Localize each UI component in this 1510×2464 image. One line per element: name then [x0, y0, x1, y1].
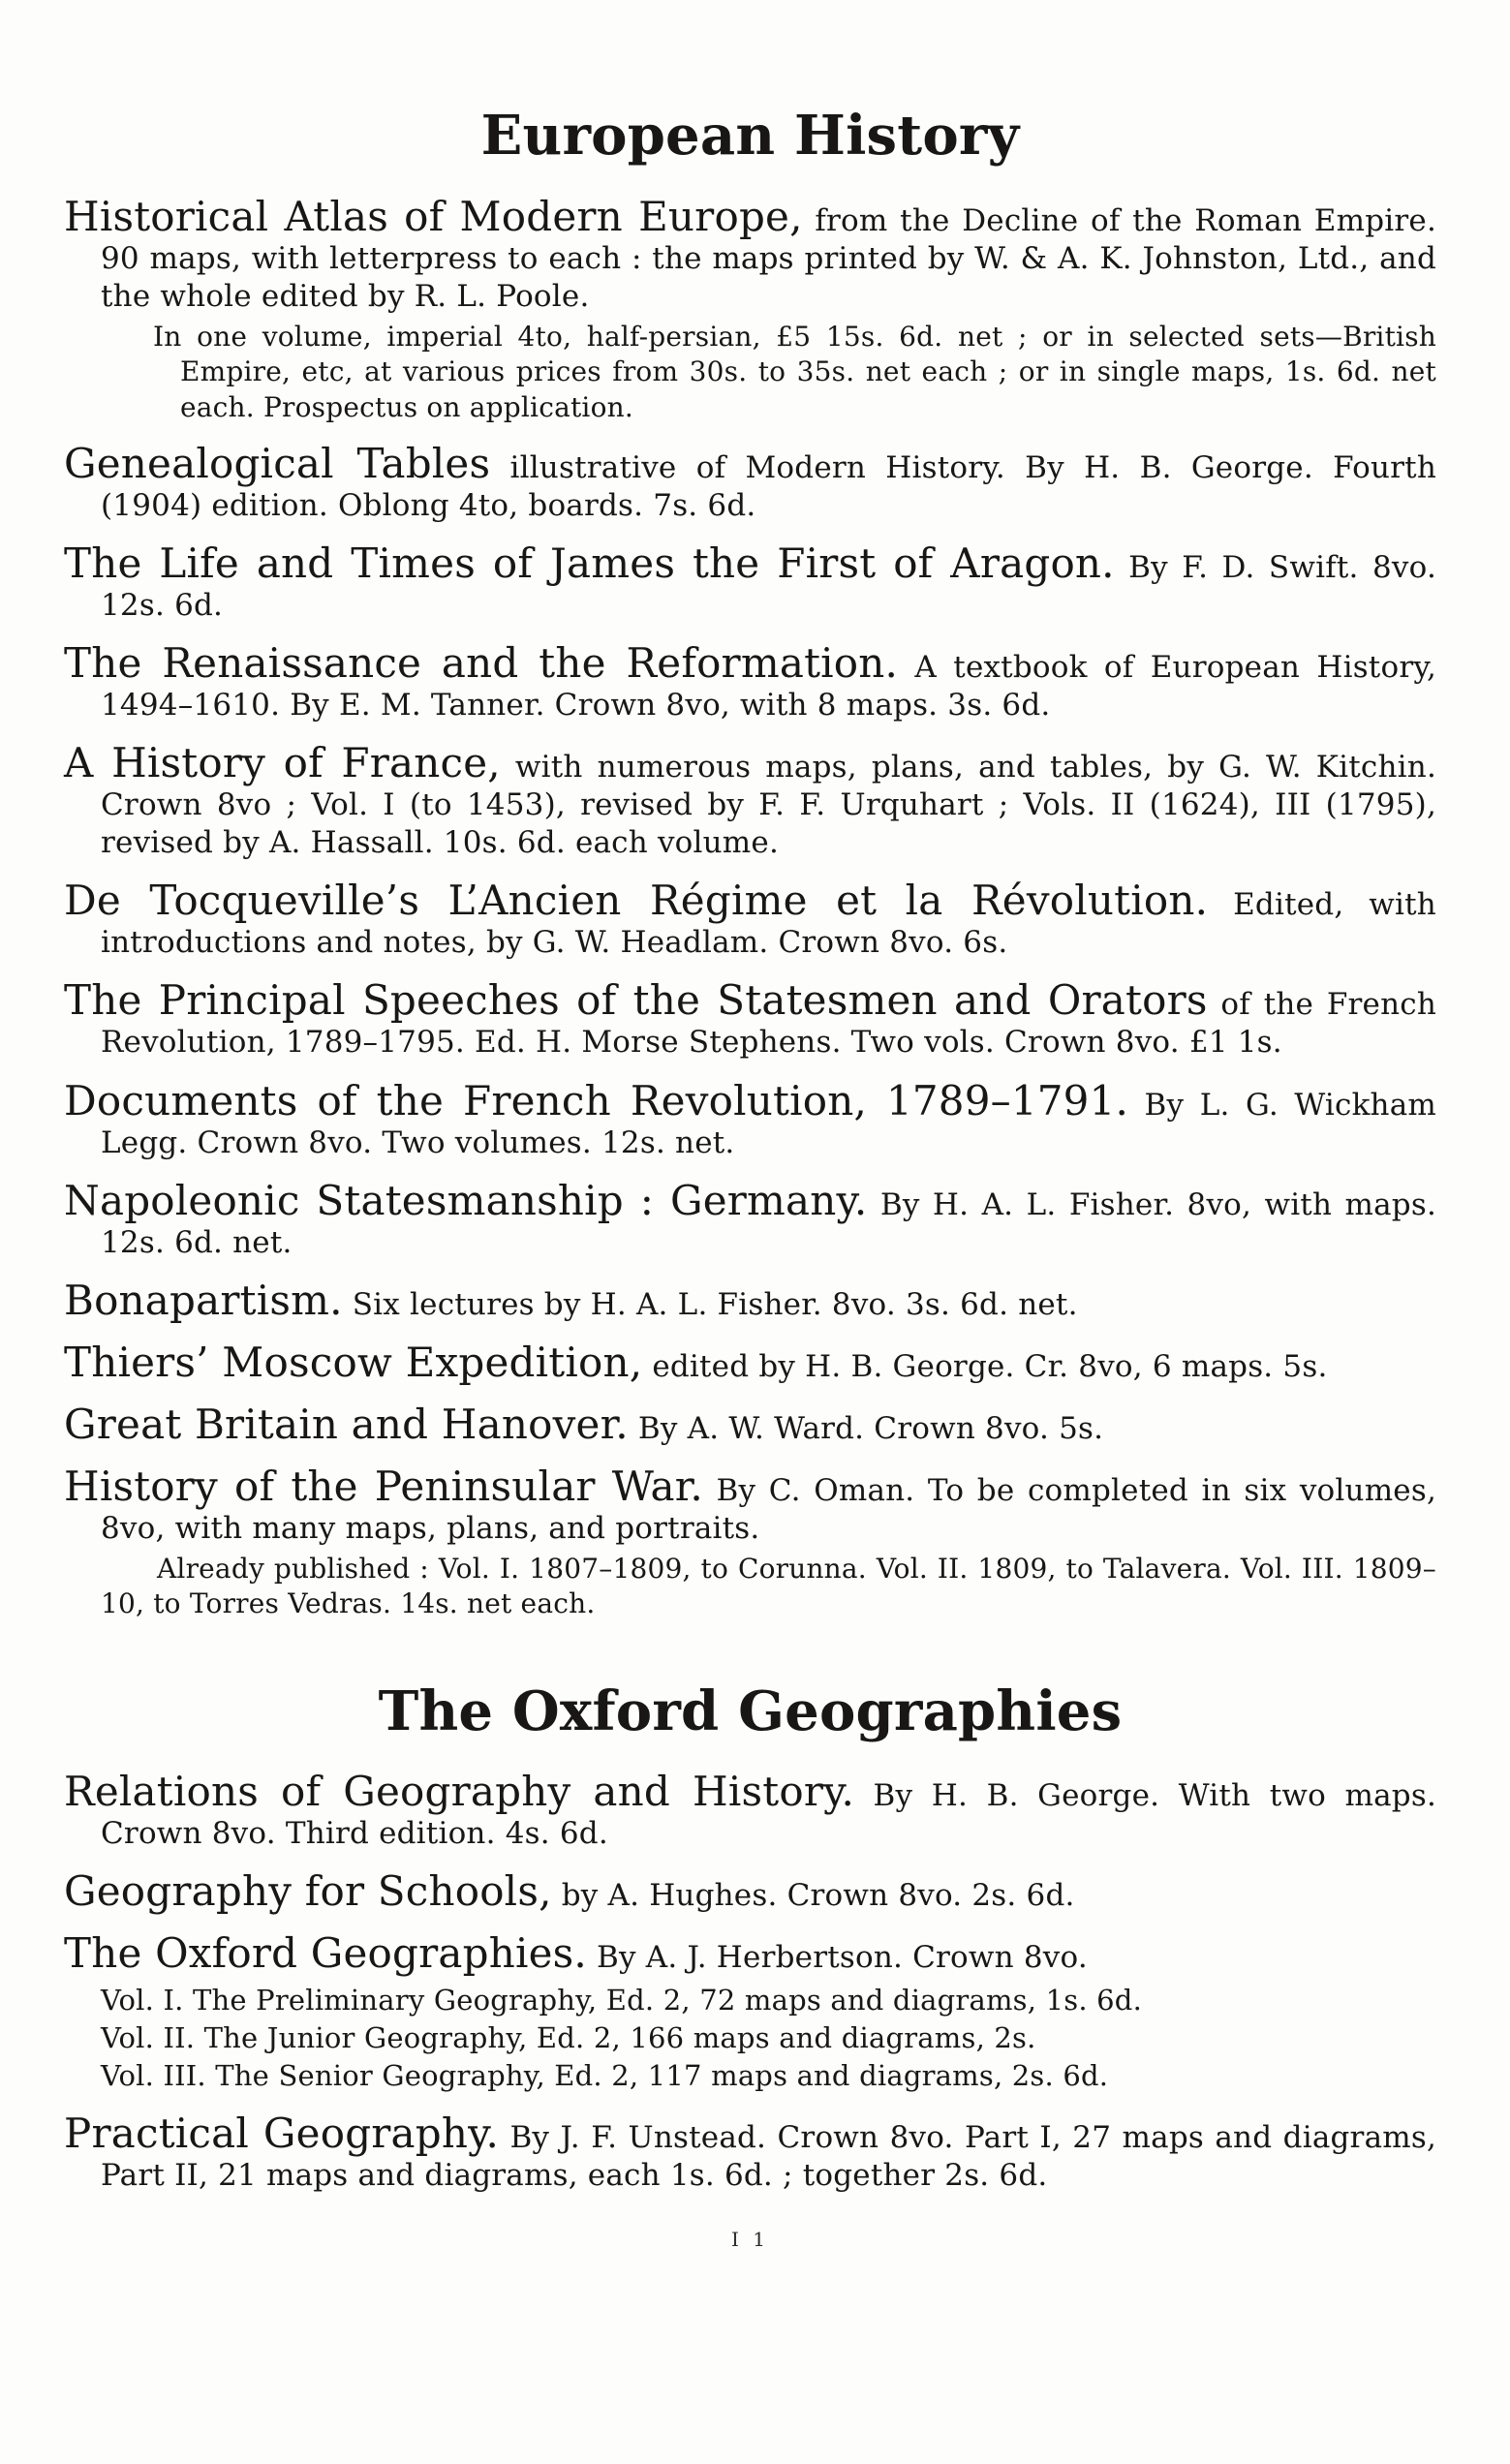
catalog-entry [64, 1338, 1436, 1386]
entry-title: Relations of Geography and History. [64, 1768, 854, 1816]
entry-title: Genealogical Tables [64, 439, 491, 487]
entry-title: Great Britain and Hanover. [64, 1400, 629, 1448]
catalog-entry [64, 1929, 1436, 2094]
entry-text: with numerous maps, plans, and tables, by G. W. Kitchin. Crown 8vo ; Vol. I (to 1453), revised by F. F. Urquhart ; Vols. II (1624), III (1795), revised by A. Hassall. 10s. 6d. each volume. [101, 750, 1436, 861]
section-heading: European History [480, 104, 1020, 168]
section-european-history [64, 104, 1437, 1622]
entry-text: A textbook of European History, 1494–1610. By E. M. Tanner. Crown 8vo, with 8 maps. 3s. 6d. [101, 650, 1436, 724]
catalog-entry [64, 2109, 1437, 2195]
entry-text: By H. B. George. With two maps. Crown 8vo. Third edition. 4s. 6d. [101, 1778, 1436, 1852]
entry-text: Six lectures by H. A. L. Fisher. 8vo. 3s. 6d. net. [352, 1286, 1078, 1322]
entry-text: By F. D. Swift. 8vo. 12s. 6d. [101, 550, 1436, 624]
catalog-entry [64, 539, 1436, 625]
entry-text: By H. A. L. Fisher. 8vo, with maps. 12s. 6d. net. [101, 1186, 1436, 1260]
entry-title: The Life and Times of James the First of Aragon. [64, 539, 1115, 587]
section-oxford-geographies [64, 1679, 1437, 2195]
entry-title: Historical Atlas of Modern Europe, [64, 192, 803, 240]
catalog-entry [64, 639, 1436, 724]
catalog-entry [64, 879, 1436, 962]
entry-note: In one volume, imperial 4to, half-persian, £5 15s. 6d. net ; or in selected sets—British Empire, etc, at various prices from 30s. to 35s. net each ; or in single maps, 1s. 6d. net each. Prospectus on application. [153, 320, 1436, 423]
catalog-entry [64, 1076, 1436, 1162]
entry-text: Edited, with introductions and notes, by G. W. Headlam. Crown 8vo. 6s. [101, 887, 1436, 961]
entry-title: Bonapartism. [64, 1276, 343, 1324]
catalog-entry [64, 1462, 1436, 1622]
section-heading: The Oxford Geographies [378, 1679, 1123, 1743]
volume-list [64, 1982, 1436, 2095]
entry-title: Thiers’ Moscow Expedition, [64, 1338, 643, 1386]
entry-text: by A. Hughes. Crown 8vo. 2s. 6d. [561, 1878, 1075, 1914]
entry-text: edited by H. B. George. Cr. 8vo, 6 maps. 5s. [652, 1348, 1328, 1384]
entry-text: By L. G. Wickham Legg. Crown 8vo. Two volumes. 12s. net. [101, 1087, 1436, 1160]
catalog-entry [64, 739, 1436, 862]
catalog-entry [64, 976, 1436, 1062]
entry-text: from the Decline of the Roman Empire. 90 maps, with letterpress to each : the maps printed by W. & A. K. Johnston, Ltd., and the whole edited by R. L. Poole. [101, 202, 1437, 314]
catalog-entry [64, 1400, 1436, 1448]
volume-line: Vol. III. The Senior Geography, Ed. 2, 117 maps and diagrams, 2s. 6d. [101, 2058, 1109, 2092]
entry-title: The Oxford Geographies. [64, 1929, 587, 1978]
entry-text: By C. Oman. To be completed in six volumes, 8vo, with many maps, plans, and portraits. [101, 1472, 1436, 1546]
catalog-entry [64, 1867, 1436, 1916]
catalog-entry [64, 1276, 1436, 1324]
catalog-entry [64, 1176, 1436, 1262]
volume-line: Vol. I. The Preliminary Geography, Ed. 2, 72 maps and diagrams, 1s. 6d. [101, 1983, 1142, 2017]
entry-note: Already published : Vol. I. 1807–1809, to Corunna. Vol. II. 1809, to Talavera. Vol. III. 1809–10, to Torres Vedras. 14s. net each. [101, 1552, 1436, 1620]
signature-mark: I 1 [731, 2228, 769, 2252]
entry-title: A History of France, [64, 739, 501, 787]
entry-text: of the French Revolution, 1789–1795. Ed. H. Morse Stephens. Two vols. Crown 8vo. £1 1s. [101, 987, 1436, 1061]
entry-title: The Renaissance and the Reformation. [64, 639, 899, 688]
entry-text: By A. W. Ward. Crown 8vo. 5s. [637, 1410, 1104, 1446]
entry-title: The Principal Speeches of the Statesmen and Orators [64, 976, 1208, 1025]
catalog-entry [64, 1768, 1436, 1853]
entry-title: Napoleonic Statesmanship : Germany. [64, 1176, 868, 1224]
entry-text: By A. J. Herbertson. Crown 8vo. [597, 1940, 1088, 1976]
catalog-entry [64, 192, 1437, 425]
entry-title: Geography for Schools, [64, 1867, 552, 1916]
volume-line: Vol. II. The Junior Geography, Ed. 2, 166 maps and diagrams, 2s. [101, 2020, 1036, 2054]
catalog-entry [64, 439, 1436, 525]
entry-title: De Tocqueville’s L’Ancien Régime et la Révolution. [64, 877, 1209, 925]
entry-title: Practical Geography. [64, 2109, 500, 2157]
entry-title: History of the Peninsular War. [64, 1462, 703, 1510]
entry-text: illustrative of Modern History. By H. B. George. Fourth (1904) edition. Oblong 4to, boards. 7s. 6d. [101, 449, 1436, 523]
entry-text: By J. F. Unstead. Crown 8vo. Part I, 27 maps and diagrams, Part II, 21 maps and diagrams, each 1s. 6d. ; together 2s. 6d. [101, 2119, 1437, 2193]
entry-title: Documents of the French Revolution, 1789–1791. [64, 1076, 1129, 1124]
